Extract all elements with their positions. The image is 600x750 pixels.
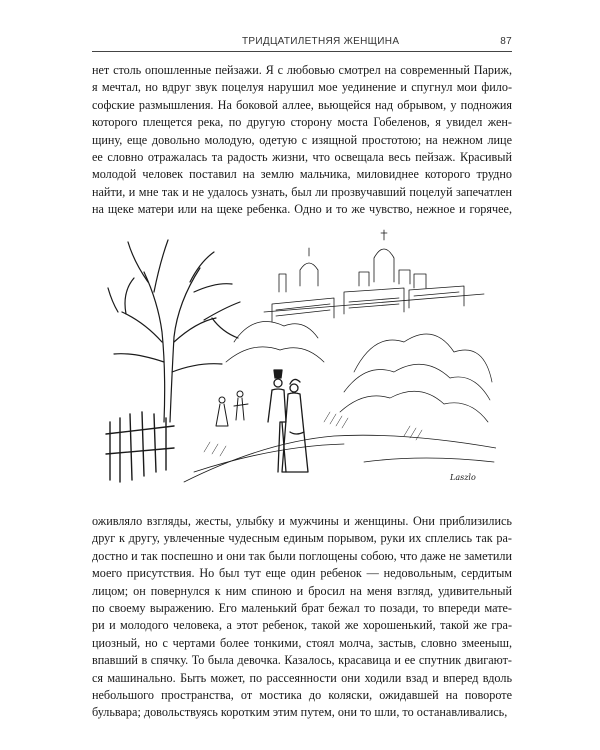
- text-line: на щеке матери или на щеке ребенка. Одно и то же чувство, нежное и горячее,: [92, 202, 512, 217]
- children-figures: [216, 391, 248, 426]
- text-line: софские размышления. На боковой аллее, вьющейся над обрывом, у подножия: [92, 97, 512, 112]
- text-line: щину, еще довольно молодую, одетую с изящной простотою; на нежном лице: [92, 132, 512, 147]
- text-line: друг к другу, увлеченные чудесным единым порывом, руки их сплелись так ра-: [92, 531, 512, 546]
- foliage: [226, 322, 492, 422]
- paragraph-bottom: [92, 513, 512, 722]
- text-line: ее словно отражалась та радость жизни, что освещала весь пейзаж. Красивый: [92, 150, 512, 165]
- text-line: бульвара; довольствуясь коротким этим путем, они то шли, то останавливались,: [92, 705, 508, 720]
- running-title: ТРИДЦАТИЛЕТНЯЯ ЖЕНЩИНА: [242, 36, 400, 47]
- text-line: я мечтал, но вдруг звук поцелуя нарушил мое уединение и спугнул мои фило-: [92, 80, 512, 95]
- city-skyline: [264, 230, 484, 322]
- text-line: небольшого пространства, от мостика до коляски, ожидавшей на повороте: [92, 688, 512, 703]
- paragraph-top: [92, 62, 512, 219]
- text-line: которого плещется река, по другую сторону моста Гобеленов, я увидел жен-: [92, 115, 512, 130]
- text-line: оживляло взгляды, жесты, улыбку и мужчины и женщины. Они приблизились: [92, 514, 512, 528]
- text-line: ри и молодого человека, а этот ребенок, такой же хорошенький, такой же гра-: [92, 618, 512, 633]
- text-line: моего присутствия. Но был тут еще один ребенок — недовольным, сердитым: [92, 566, 512, 581]
- text-line: лицом; он повернулся к ним спиною и бросил на меня взгляд, удивительный: [92, 583, 512, 598]
- running-head: [92, 36, 512, 50]
- text-line: ся машинально. Быть может, по рассеянности они ходили взад и вперед вдоль: [92, 670, 512, 685]
- text-line: молодой человек поставил на землю мальчика, миловиднее которого трудно: [92, 167, 512, 182]
- walking-couple: [268, 370, 308, 472]
- text-line: циозный, но с чертами более тонкими, стоял молча, застыв, словно змееныш,: [92, 635, 512, 650]
- text-line: впавший в спячку. То была девочка. Казалось, красавица и ее спутник двигают-: [92, 653, 512, 668]
- page-number: 87: [500, 36, 512, 47]
- text-line: по своему выражению. Его маленький брат бежал то позади, то впереди мате-: [92, 601, 512, 616]
- engraving-illustration: [104, 222, 496, 490]
- text-line: достно и так поспешно и они так были поглощены собою, что даже не заметили: [92, 548, 512, 563]
- artist-signature: Laszlo: [450, 473, 476, 482]
- bare-tree: [108, 240, 240, 422]
- text-line: нет столь опошленные пейзажи. Я с любовью смотрел на современный Париж,: [92, 63, 512, 77]
- shading-hatching: [204, 412, 422, 456]
- header-rule: [92, 51, 512, 52]
- text-line: найти, и мне так и не удалось узнать, был ли прозвучавший поцелуй запечатлен: [92, 184, 512, 199]
